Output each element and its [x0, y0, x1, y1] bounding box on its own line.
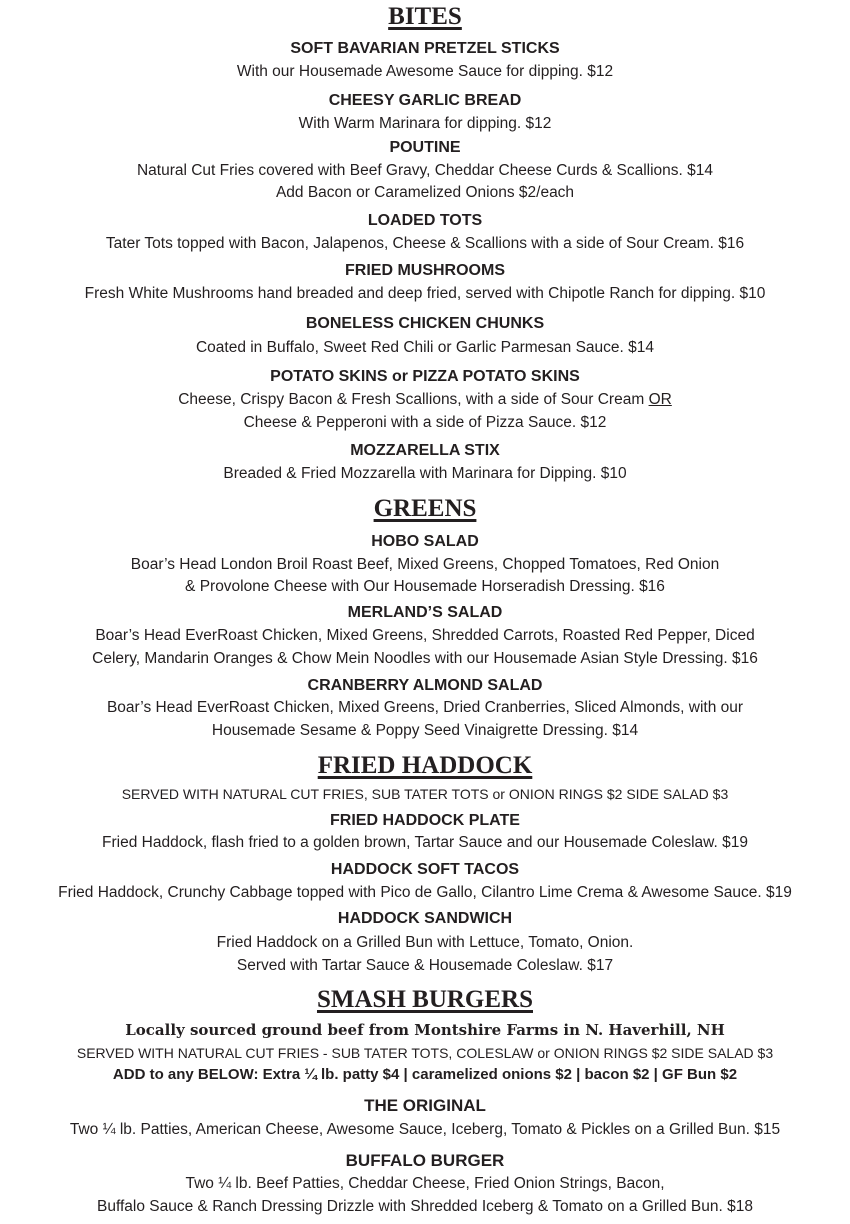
- item-title: SOFT BAVARIAN PRETZEL STICKS: [290, 40, 560, 57]
- item-description: Boar’s Head London Broil Roast Beef, Mixed Greens, Chopped Tomatoes, Red Onion: [130, 556, 720, 573]
- item-description: With our Housemade Awesome Sauce for dipping. $12: [236, 63, 614, 80]
- item-title: THE ORIGINAL: [364, 1096, 486, 1115]
- item-description: Boar’s Head EverRoast Chicken, Mixed Greens, Shredded Carrots, Roasted Red Pepper, Diced: [95, 627, 755, 644]
- item-description: Tater Tots topped with Bacon, Jalapenos, Cheese & Scallions with a side of Sour Cream. $16: [105, 235, 745, 252]
- item-description: Two ¼ lb. Beef Patties, Cheddar Cheese, Fried Onion Strings, Bacon,: [185, 1175, 665, 1192]
- item-title: HADDOCK SANDWICH: [337, 910, 513, 927]
- item-description: With Warm Marinara for dipping. $12: [298, 115, 552, 132]
- addons-line: ADD to any BELOW: Extra ¼ lb. patty $4 | caramelized onions $2 | bacon $2 | GF Bun $2: [112, 1066, 738, 1083]
- item-description: Add Bacon or Caramelized Onions $2/each: [275, 184, 575, 201]
- item-title: HADDOCK SOFT TACOS: [330, 861, 520, 878]
- item-title: CRANBERRY ALMOND SALAD: [307, 677, 543, 694]
- item-description: Housemade Sesame & Poppy Seed Vinaigrette Dressing. $14: [211, 722, 639, 739]
- item-title: POUTINE: [389, 139, 461, 156]
- item-description: Natural Cut Fries covered with Beef Gravy, Cheddar Cheese Curds & Scallions. $14: [136, 162, 714, 179]
- item-description: Buffalo Sauce & Ranch Dressing Drizzle with Shredded Iceberg & Tomato on a Grilled Bun. $18: [97, 1198, 753, 1215]
- item-description: Cheese & Pepperoni with a side of Pizza Sauce. $12: [243, 414, 607, 431]
- section-subheading: Locally sourced ground beef from Montshire Farms in N. Haverhill, NH: [125, 1021, 725, 1039]
- section-note: SERVED WITH NATURAL CUT FRIES - SUB TATER TOTS, COLESLAW or ONION RINGS $2 SIDE SALAD $3: [76, 1045, 774, 1061]
- item-title: BONELESS CHICKEN CHUNKS: [305, 315, 545, 332]
- item-description: Fried Haddock, flash fried to a golden brown, Tartar Sauce and our Housemade Coleslaw. $19: [102, 834, 748, 851]
- item-title: FRIED MUSHROOMS: [345, 262, 505, 279]
- item-description: Fresh White Mushrooms hand breaded and deep fried, served with Chipotle Ranch for dipping. $10: [84, 285, 766, 302]
- item-title: LOADED TOTS: [367, 212, 483, 229]
- item-description: & Provolone Cheese with Our Housemade Horseradish Dressing. $16: [185, 578, 665, 595]
- item-description: Coated in Buffalo, Sweet Red Chili or Garlic Parmesan Sauce. $14: [195, 339, 655, 356]
- item-description: Fried Haddock on a Grilled Bun with Lettuce, Tomato, Onion.: [216, 934, 634, 951]
- section-note: SERVED WITH NATURAL CUT FRIES, SUB TATER TOTS or ONION RINGS $2 SIDE SALAD $3: [121, 786, 729, 802]
- item-description: Boar’s Head EverRoast Chicken, Mixed Greens, Dried Cranberries, Sliced Almonds, with our: [106, 699, 744, 716]
- item-title: FRIED HADDOCK PLATE: [330, 812, 520, 829]
- item-description: [0, 388, 850, 412]
- item-description: Celery, Mandarin Oranges & Chow Mein Noodles with our Housemade Asian Style Dressing. $16: [92, 650, 758, 667]
- section-heading-greens: GREENS: [373, 495, 477, 522]
- item-title: POTATO SKINS or PIZZA POTATO SKINS: [270, 368, 580, 385]
- item-description: Fried Haddock, Crunchy Cabbage topped with Pico de Gallo, Cilantro Lime Crema & Awesome Sauce. $19: [58, 884, 792, 901]
- item-title: MOZZARELLA STIX: [350, 442, 500, 459]
- section-heading-burgers: SMASH BURGERS: [316, 986, 533, 1013]
- item-title: CHEESY GARLIC BREAD: [328, 92, 522, 109]
- item-title: BUFFALO BURGER: [345, 1151, 505, 1170]
- item-title: MERLAND’S SALAD: [347, 604, 503, 621]
- item-description: Breaded & Fried Mozzarella with Marinara for Dipping. $10: [223, 465, 627, 482]
- section-heading-haddock: FRIED HADDOCK: [317, 752, 533, 779]
- item-description: Two ¼ lb. Patties, American Cheese, Awesome Sauce, Iceberg, Tomato & Pickles on a Grilled Bun. $15: [69, 1121, 781, 1138]
- item-description: Served with Tartar Sauce & Housemade Coleslaw. $17: [236, 957, 614, 974]
- description-text: Cheese, Crispy Bacon & Fresh Scallions, with a side of Sour Cream: [178, 391, 649, 408]
- item-title: HOBO SALAD: [371, 533, 479, 550]
- or-underlined: OR: [648, 391, 672, 408]
- section-heading-bites: BITES: [388, 3, 462, 30]
